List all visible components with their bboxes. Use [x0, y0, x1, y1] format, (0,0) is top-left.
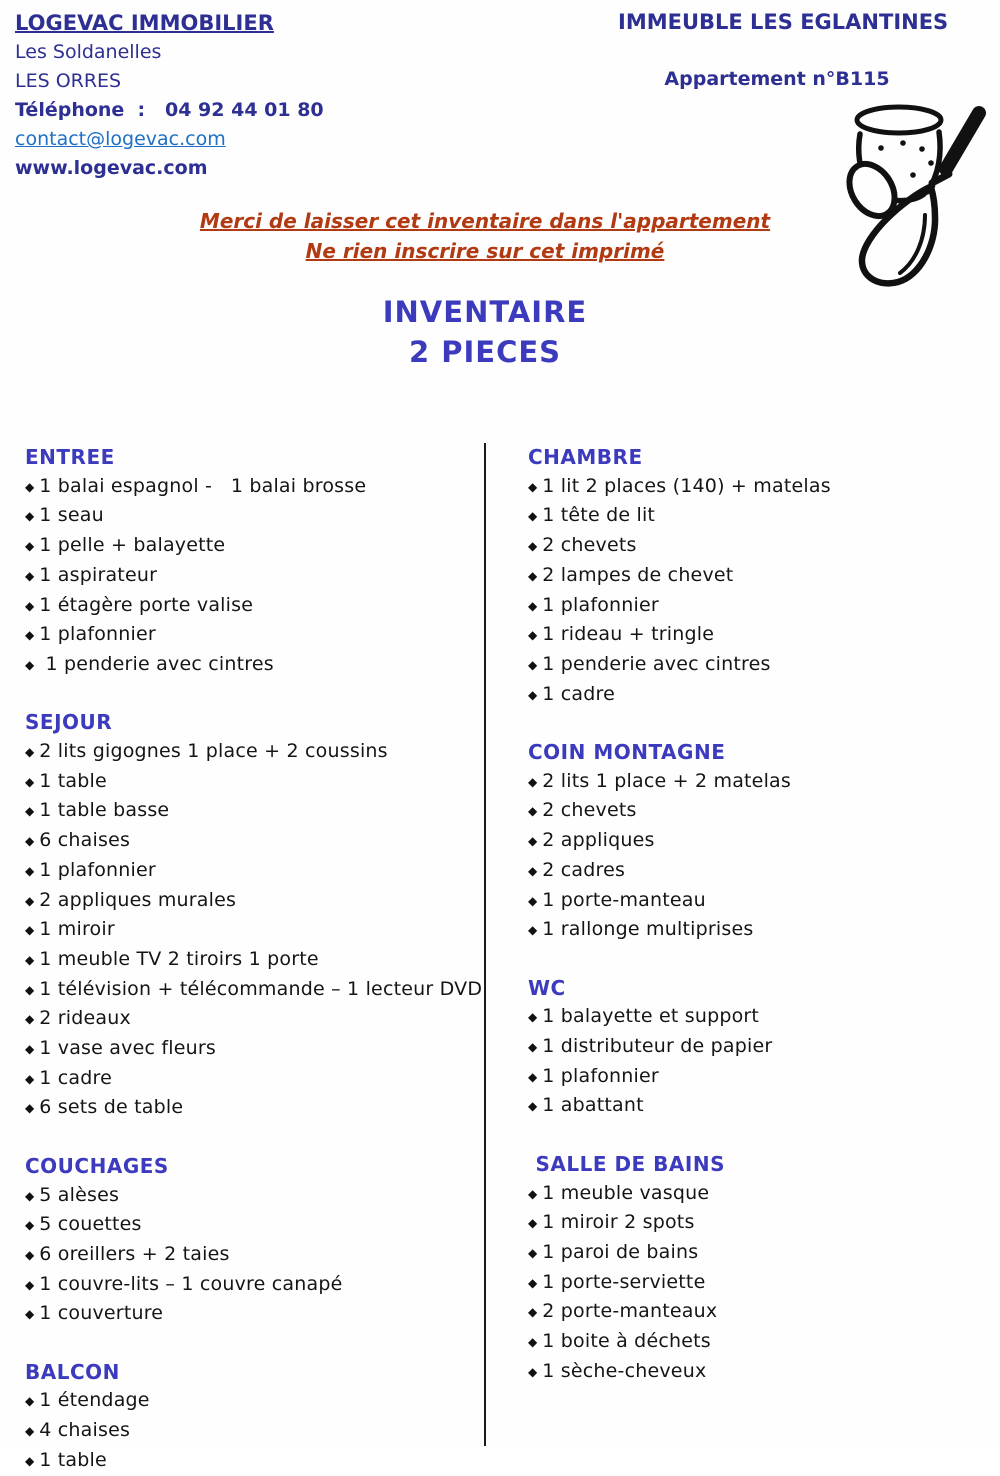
- item-label: 1 balai espagnol - 1 balai brosse: [39, 474, 367, 497]
- diamond-bullet-icon: ◆: [25, 1012, 35, 1027]
- item-label: 1 porte-serviette: [542, 1270, 706, 1293]
- diamond-bullet-icon: ◆: [528, 1245, 538, 1260]
- item-label: 2 porte-manteaux: [542, 1300, 718, 1323]
- inventory-item: [25, 561, 477, 591]
- diamond-bullet-icon: ◆: [25, 568, 35, 583]
- item-label: 1 étagère porte valise: [39, 593, 254, 616]
- item-label: 4 chaises: [39, 1419, 131, 1442]
- section-salle-de-bains: [528, 1150, 990, 1387]
- notice-line-1: Merci de laisser cet inventaire dans l'appartement: [199, 209, 771, 233]
- diamond-bullet-icon: ◆: [25, 1307, 35, 1322]
- inventory-item: [528, 531, 990, 561]
- apartment-number: Appartement n°B115: [664, 68, 890, 90]
- diamond-bullet-icon: ◆: [25, 1101, 35, 1116]
- diamond-bullet-icon: ◆: [25, 1188, 35, 1203]
- diamond-bullet-icon: ◆: [25, 509, 35, 524]
- diamond-bullet-icon: ◆: [25, 923, 35, 938]
- agency-phone: Téléphone : 04 92 44 01 80: [15, 99, 324, 121]
- inventory-item: [25, 472, 477, 502]
- section-heading: COUCHAGES: [25, 1153, 169, 1178]
- diamond-bullet-icon: ◆: [528, 1186, 538, 1201]
- section-heading: SALLE DE BAINS: [528, 1151, 725, 1176]
- inventory-item: [528, 886, 990, 916]
- column-divider: [484, 443, 486, 1446]
- item-label: 1 sèche-cheveux: [542, 1359, 707, 1382]
- section-wc: [528, 974, 990, 1122]
- diamond-bullet-icon: ◆: [25, 1042, 35, 1057]
- section-heading: WC: [528, 975, 566, 1000]
- diamond-bullet-icon: ◆: [528, 834, 538, 849]
- item-label: 1 rideau + tringle: [542, 623, 715, 646]
- diamond-bullet-icon: ◆: [528, 687, 538, 702]
- inventory-item: [25, 737, 477, 767]
- inventory-item: [25, 591, 477, 621]
- inventory-item: [25, 650, 477, 680]
- inventory-item: [25, 1034, 477, 1064]
- diamond-bullet-icon: ◆: [25, 1453, 35, 1468]
- item-label: 1 rallonge multiprises: [542, 918, 754, 941]
- item-label: 1 penderie avec cintres: [39, 652, 274, 675]
- inventory-item: [25, 1446, 477, 1476]
- item-label: 1 distributeur de papier: [542, 1035, 773, 1058]
- item-label: 6 oreillers + 2 taies: [39, 1242, 230, 1265]
- right-column: [528, 443, 990, 1386]
- item-label: 2 appliques murales: [39, 888, 237, 911]
- item-label: 1 penderie avec cintres: [542, 652, 771, 675]
- item-label: 1 couvre-lits – 1 couvre canapé: [39, 1272, 343, 1295]
- inventory-item: [25, 1416, 477, 1446]
- diamond-bullet-icon: ◆: [528, 539, 538, 554]
- section-balcon: [25, 1358, 477, 1476]
- item-label: 6 sets de table: [39, 1096, 184, 1119]
- building-name: IMMEUBLE LES EGLANTINES: [618, 10, 949, 34]
- inventory-item: [528, 1357, 990, 1387]
- item-label: 2 cadres: [542, 858, 626, 881]
- diamond-bullet-icon: ◆: [25, 834, 35, 849]
- diamond-bullet-icon: ◆: [528, 568, 538, 583]
- inventory-item: [528, 561, 990, 591]
- diamond-bullet-icon: ◆: [528, 509, 538, 524]
- inventory-item: [25, 1004, 477, 1034]
- item-label: 1 meuble TV 2 tiroirs 1 porte: [39, 947, 319, 970]
- diamond-bullet-icon: ◆: [25, 774, 35, 789]
- inventory-item: [25, 915, 477, 945]
- diamond-bullet-icon: ◆: [25, 982, 35, 997]
- notice-block: [0, 206, 970, 266]
- item-label: 1 plafonnier: [542, 1064, 659, 1087]
- section-entree: [25, 443, 477, 680]
- diamond-bullet-icon: ◆: [25, 1218, 35, 1233]
- inventory-item: [25, 975, 483, 1005]
- inventory-item: [528, 472, 990, 502]
- item-label: 2 rideaux: [39, 1007, 131, 1030]
- inventory-item: [528, 620, 990, 650]
- diamond-bullet-icon: ◆: [528, 923, 538, 938]
- item-label: 1 plafonnier: [39, 623, 156, 646]
- diamond-bullet-icon: ◆: [25, 1277, 35, 1292]
- inventory-item: [25, 945, 477, 975]
- diamond-bullet-icon: ◆: [528, 479, 538, 494]
- item-label: 5 couettes: [39, 1213, 142, 1236]
- document-title: [0, 292, 970, 372]
- item-label: 2 lampes de chevet: [542, 563, 734, 586]
- inventory-item: [528, 1062, 990, 1092]
- inventory-item: [25, 826, 477, 856]
- diamond-bullet-icon: ◆: [25, 657, 35, 672]
- diamond-bullet-icon: ◆: [528, 893, 538, 908]
- item-label: 1 plafonnier: [542, 593, 659, 616]
- inventory-item: [528, 767, 990, 797]
- inventory-item: [528, 796, 990, 826]
- item-label: 1 étendage: [39, 1389, 150, 1412]
- section-sejour: [25, 708, 483, 1123]
- inventory-item: [528, 1327, 990, 1357]
- item-label: 1 porte-manteau: [542, 888, 706, 911]
- title-line-1: INVENTAIRE: [382, 295, 588, 329]
- diamond-bullet-icon: ◆: [528, 1069, 538, 1084]
- item-label: 5 alèses: [39, 1183, 120, 1206]
- diamond-bullet-icon: ◆: [528, 1305, 538, 1320]
- item-label: 1 plafonnier: [39, 858, 156, 881]
- inventory-item: [528, 1032, 990, 1062]
- diamond-bullet-icon: ◆: [25, 1247, 35, 1262]
- item-label: 1 balayette et support: [542, 1005, 760, 1028]
- item-label: 6 chaises: [39, 829, 131, 852]
- diamond-bullet-icon: ◆: [528, 1099, 538, 1114]
- diamond-bullet-icon: ◆: [528, 598, 538, 613]
- item-label: 1 seau: [39, 504, 104, 527]
- inventory-item: [528, 650, 990, 680]
- inventory-item: [25, 796, 477, 826]
- section-heading: COIN MONTAGNE: [528, 740, 726, 765]
- item-label: 1 lit 2 places (140) + matelas: [542, 474, 831, 497]
- agency-name: LOGEVAC IMMOBILIER: [15, 11, 274, 35]
- item-label: 2 lits gigognes 1 place + 2 coussins: [39, 740, 388, 763]
- diamond-bullet-icon: ◆: [25, 539, 35, 554]
- section-chambre: [528, 443, 990, 709]
- item-label: 1 paroi de bains: [542, 1240, 699, 1263]
- diamond-bullet-icon: ◆: [25, 804, 35, 819]
- item-label: 1 aspirateur: [39, 563, 158, 586]
- inventory-item: [25, 1299, 477, 1329]
- item-label: 1 pelle + balayette: [39, 534, 226, 557]
- inventory-item: [528, 591, 990, 621]
- inventory-item: [528, 856, 990, 886]
- inventory-item: [25, 856, 477, 886]
- inventory-item: [25, 1386, 477, 1416]
- section-heading: SEJOUR: [25, 710, 113, 735]
- item-label: 1 table basse: [39, 799, 170, 822]
- diamond-bullet-icon: ◆: [25, 745, 35, 760]
- agency-header-block: [15, 8, 324, 183]
- inventory-item: [528, 915, 990, 945]
- inventory-item: [25, 1064, 477, 1094]
- inventory-item: [528, 1091, 990, 1121]
- inventory-item: [528, 1268, 990, 1298]
- inventory-item: [528, 1297, 990, 1327]
- diamond-bullet-icon: ◆: [528, 1275, 538, 1290]
- inventory-item: [25, 1181, 477, 1211]
- inventory-item: [25, 501, 477, 531]
- diamond-bullet-icon: ◆: [528, 657, 538, 672]
- section-coin-montagne: [528, 738, 990, 945]
- diamond-bullet-icon: ◆: [528, 1335, 538, 1350]
- item-label: 1 vase avec fleurs: [39, 1037, 216, 1060]
- diamond-bullet-icon: ◆: [528, 1364, 538, 1379]
- diamond-bullet-icon: ◆: [528, 1216, 538, 1231]
- item-label: 1 tête de lit: [542, 504, 656, 527]
- item-label: 1 cadre: [39, 1066, 112, 1089]
- diamond-bullet-icon: ◆: [528, 774, 538, 789]
- item-label: 1 couverture: [39, 1302, 164, 1325]
- item-label: 1 abattant: [542, 1094, 644, 1117]
- inventory-item: [528, 680, 990, 710]
- item-label: 1 table: [39, 769, 107, 792]
- inventory-item: [528, 1002, 990, 1032]
- inventory-item: [528, 826, 990, 856]
- agency-email-link[interactable]: contact@logevac.com: [15, 128, 226, 150]
- section-heading: BALCON: [25, 1359, 120, 1384]
- item-label: 2 chevets: [542, 799, 637, 822]
- inventory-item: [25, 886, 477, 916]
- inventory-item: [25, 1240, 477, 1270]
- inventory-item: [25, 620, 477, 650]
- diamond-bullet-icon: ◆: [528, 628, 538, 643]
- diamond-bullet-icon: ◆: [25, 479, 35, 494]
- section-couchages: [25, 1152, 477, 1329]
- inventory-item: [528, 1179, 990, 1209]
- diamond-bullet-icon: ◆: [25, 863, 35, 878]
- diamond-bullet-icon: ◆: [25, 1394, 35, 1409]
- diamond-bullet-icon: ◆: [25, 628, 35, 643]
- diamond-bullet-icon: ◆: [25, 1424, 35, 1439]
- title-line-2: 2 PIECES: [408, 335, 562, 369]
- left-column: [25, 443, 483, 1476]
- agency-residence: Les Soldanelles: [15, 41, 162, 63]
- inventory-item: [25, 767, 477, 797]
- diamond-bullet-icon: ◆: [25, 598, 35, 613]
- item-label: 2 lits 1 place + 2 matelas: [542, 769, 791, 792]
- item-label: 1 boite à déchets: [542, 1330, 711, 1353]
- section-heading: CHAMBRE: [528, 445, 643, 469]
- inventory-item: [528, 1208, 990, 1238]
- inventory-item: [25, 1210, 477, 1240]
- diamond-bullet-icon: ◆: [25, 952, 35, 967]
- diamond-bullet-icon: ◆: [528, 1040, 538, 1055]
- agency-website: www.logevac.com: [15, 157, 208, 179]
- inventory-item: [528, 1238, 990, 1268]
- item-label: 2 appliques: [542, 829, 655, 852]
- building-header-block: [618, 10, 949, 90]
- item-label: 1 miroir 2 spots: [542, 1211, 695, 1234]
- inventory-item: [25, 1270, 477, 1300]
- section-heading: ENTREE: [25, 445, 115, 469]
- item-label: 1 table: [39, 1448, 107, 1471]
- item-label: 1 cadre: [542, 682, 615, 705]
- item-label: 1 meuble vasque: [542, 1181, 710, 1204]
- diamond-bullet-icon: ◆: [528, 804, 538, 819]
- inventory-item: [25, 1093, 477, 1123]
- item-label: 2 chevets: [542, 534, 637, 557]
- agency-city: LES ORRES: [15, 70, 122, 92]
- inventory-item: [25, 531, 477, 561]
- diamond-bullet-icon: ◆: [528, 1010, 538, 1025]
- item-label: 1 télévision + télécommande – 1 lecteur DVD: [39, 977, 483, 1000]
- diamond-bullet-icon: ◆: [528, 863, 538, 878]
- diamond-bullet-icon: ◆: [25, 893, 35, 908]
- item-label: 1 miroir: [39, 918, 115, 941]
- diamond-bullet-icon: ◆: [25, 1071, 35, 1086]
- inventory-item: [528, 501, 990, 531]
- notice-line-2: Ne rien inscrire sur cet imprimé: [305, 239, 665, 263]
